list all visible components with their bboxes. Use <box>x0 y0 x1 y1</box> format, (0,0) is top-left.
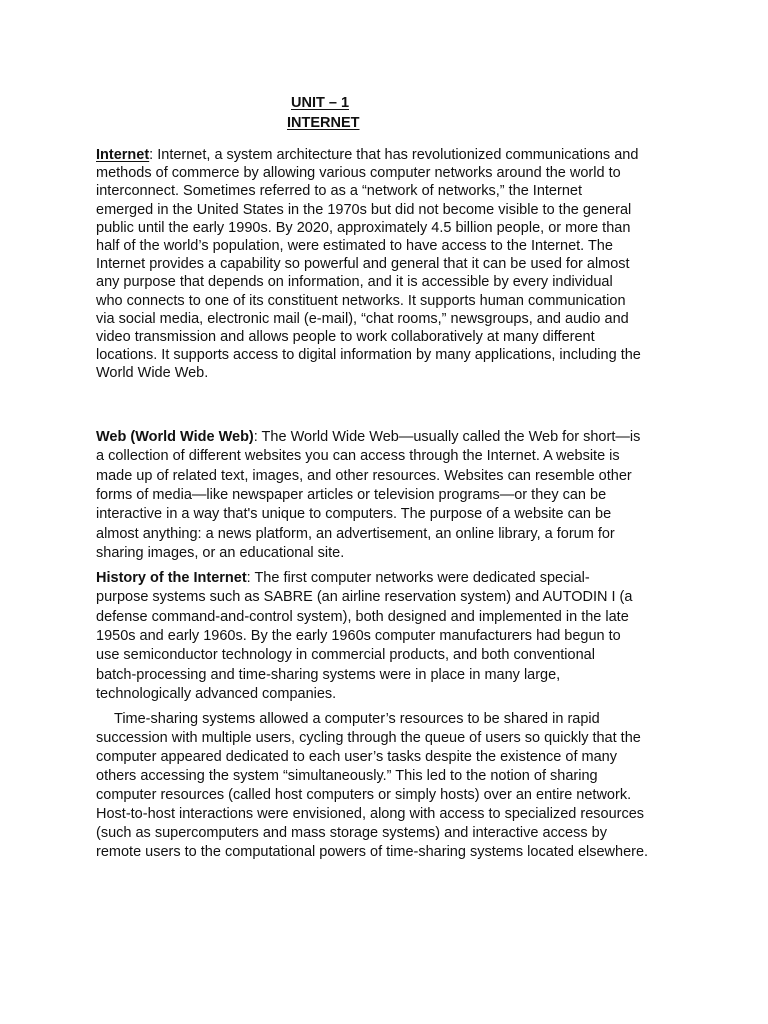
text-line: World Wide Web. <box>96 365 209 382</box>
term-history: History of the Internet <box>96 570 247 586</box>
text-line: technologically advanced companies. <box>96 685 337 702</box>
text-line: any purpose that depends on information, and it is accessible by every individual <box>96 274 613 291</box>
term-web: Web (World Wide Web) <box>96 429 254 445</box>
text-line: succession with multiple users, cycling through the queue of users so quickly that the <box>96 730 641 746</box>
text-line: video transmission and allows people to work collaboratively at many different <box>96 329 595 345</box>
text-line: almost anything: a news platform, an advertisement, an online library, a forum for <box>96 525 615 542</box>
text-line: via social media, electronic mail (e-mail), “chat rooms,” newsgroups, and audio and <box>96 310 629 327</box>
term-internet: Internet <box>96 147 150 163</box>
text-line: Web (World Wide Web): The World Wide Web—usually called the Web for short—is <box>96 429 641 445</box>
text-line: (such as supercomputers and mass storage systems) and interactive access by <box>96 825 607 841</box>
text-line: Internet provides a capability so powerful and general that it can be used for almost <box>96 256 630 273</box>
subject-title: INTERNET <box>287 115 360 131</box>
text-line: locations. It supports access to digital information by many applications, including the <box>96 347 641 364</box>
text-line: methods of commerce by allowing various computer networks around the world to <box>96 165 621 182</box>
text-line: batch-processing and time-sharing systems were in place in many large, <box>96 666 561 683</box>
text-line: remote users to the computational powers of time-sharing systems located elsewhere. <box>96 844 649 860</box>
text-line: use semiconductor technology in commercial products, and both conventional <box>96 647 595 664</box>
text-line: emerged in the United States in the 1970s but did not become visible to the general <box>96 201 632 218</box>
text-line: sharing images, or an educational site. <box>96 544 345 561</box>
unit-title: UNIT – 1 <box>291 95 350 111</box>
text-line: Host-to-host interactions were envisioned, along with access to specialized resources <box>96 806 645 822</box>
text-line: made up of related text, images, and other resources. Websites can resemble other <box>96 467 632 484</box>
text-line: computer resources (called host computers or simply hosts) over an entire network. <box>96 787 632 803</box>
text-line: forms of media—like newspaper articles or television programs—or they can be <box>96 486 607 503</box>
text-line: purpose systems such as SABRE (an airline reservation system) and AUTODIN I (a <box>96 589 633 606</box>
text-line: Time-sharing systems allowed a computer’s resources to be shared in rapid <box>114 711 600 727</box>
text-line: a collection of different websites you can access through the Internet. A website is <box>96 448 620 465</box>
text-line: interactive in a way that's unique to computers. The purpose of a website can be <box>96 506 612 523</box>
text-line: others accessing the system “simultaneously.” This led to the notion of sharing <box>96 768 598 784</box>
text-line: 1950s and early 1960s. By the early 1960s computer manufacturers had begun to <box>96 627 621 644</box>
text-line: Internet: Internet, a system architecture that has revolutionized communications and <box>96 147 639 163</box>
text-line: who connects to one of its constituent networks. It supports human communication <box>96 292 626 309</box>
text-line: History of the Internet: The first computer networks were dedicated special- <box>96 570 590 586</box>
text-line: half of the world’s population, were estimated to have access to the Internet. The <box>96 238 613 254</box>
text-line: defense command-and-control system), both designed and implemented in the late <box>96 608 629 625</box>
text-line: public until the early 1990s. By 2020, approximately 4.5 billion people, or more than <box>96 219 631 236</box>
text-line: interconnect. Sometimes referred to as a “network of networks,” the Internet <box>96 183 582 200</box>
text-line: computer appeared dedicated to each user’s tasks despite the existence of many <box>96 749 617 765</box>
